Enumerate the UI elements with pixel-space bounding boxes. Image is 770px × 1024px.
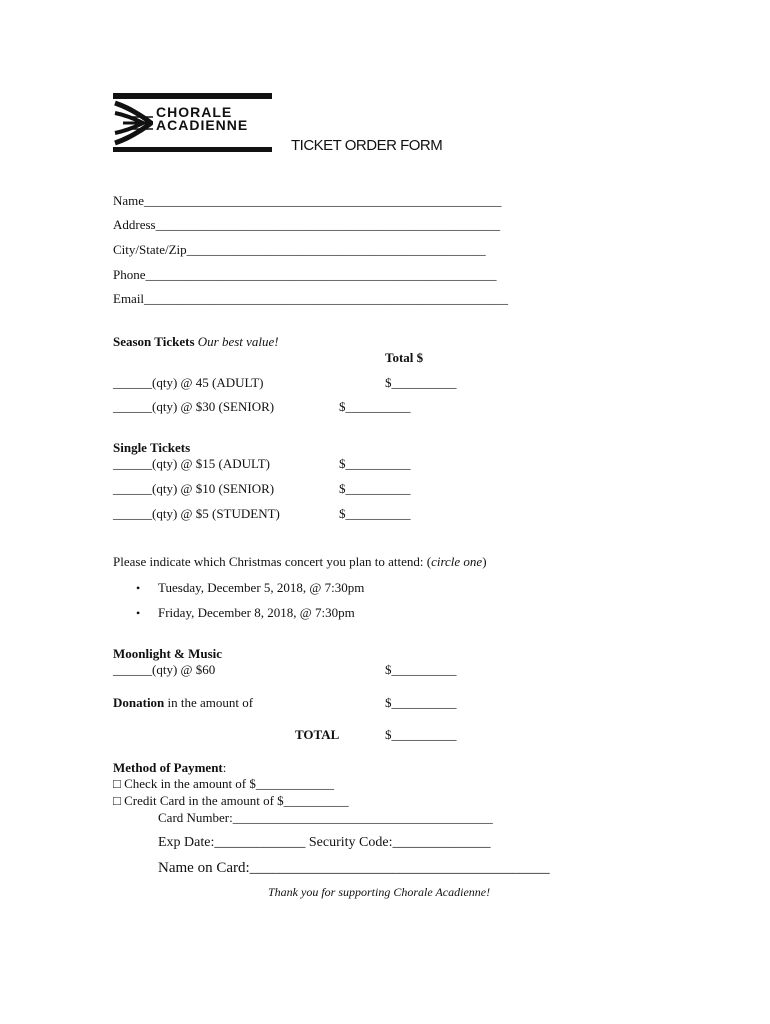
payment-heading [113,760,226,776]
name-field[interactable]: Name_______________________________________________________ [113,193,502,208]
single-student-qty[interactable]: ______(qty) @ $5 (STUDENT) [113,506,280,521]
logo-top-rule [113,93,272,99]
season-adult-qty[interactable]: ______(qty) @ 45 (ADULT) [113,375,264,390]
concert-prompt-start: Please indicate which Christmas concert you plan to attend: ( [113,554,432,569]
bullet-icon: • [136,606,141,620]
moonlight-heading: Moonlight & Music [113,646,223,661]
payment-heading-colon: : [222,760,227,775]
moonlight-qty[interactable]: ______(qty) @ $60 [113,662,216,677]
single-student-total[interactable]: $__________ [339,506,411,521]
donation-label [113,695,253,711]
season-senior-qty[interactable]: ______(qty) @ $30 (SENIOR) [113,399,275,414]
donation-rest: in the amount of [164,695,254,710]
check-option[interactable]: □ Check in the amount of $____________ [113,776,334,791]
exp-security-fields[interactable]: Exp Date:_____________ Security Code:______________ [158,835,491,850]
season-senior-total[interactable]: $__________ [339,399,411,414]
city-state-zip-field[interactable]: City/State/Zip______________________________________________ [113,242,486,257]
phone-field[interactable]: Phone______________________________________________________ [113,267,497,282]
single-tickets-heading: Single Tickets [113,440,191,455]
total-column-header: Total $ [385,350,424,365]
season-adult-total[interactable]: $__________ [385,375,457,390]
payment-heading-text: Method of Payment [113,760,223,775]
concert-prompt-end: ) [482,554,487,569]
single-senior-qty[interactable]: ______(qty) @ $10 (SENIOR) [113,481,275,496]
thank-you-note: Thank you for supporting Chorale Acadienne! [268,885,491,899]
address-field[interactable]: Address_____________________________________________________ [113,217,501,232]
season-heading: Season Tickets [113,334,195,349]
bullet-icon: • [136,581,141,595]
concert-prompt-italic: circle one [431,554,483,569]
season-tickets-heading [113,334,279,350]
season-tagline: Our best value! [197,334,279,349]
concert-prompt [113,554,487,570]
name-on-card-field[interactable]: Name on Card:________________________________________ [158,860,550,876]
grand-total-value[interactable]: $__________ [385,727,457,742]
donation-total[interactable]: $__________ [385,695,457,710]
single-senior-total[interactable]: $__________ [339,481,411,496]
logo-line-2: ACADIENNE [156,117,249,133]
email-field[interactable]: Email________________________________________________________ [113,291,509,306]
logo-wordmark [156,106,248,132]
logo-bottom-rule [113,147,272,152]
donation-bold: Donation [113,695,165,710]
grand-total-label: TOTAL [295,727,340,742]
single-adult-total[interactable]: $__________ [339,456,411,471]
single-adult-qty[interactable]: ______(qty) @ $15 (ADULT) [113,456,271,471]
card-number-field[interactable]: Card Number:________________________________________ [158,810,493,825]
logo-emblem-icon [113,93,153,153]
credit-card-option[interactable]: □ Credit Card in the amount of $__________ [113,793,349,808]
moonlight-total[interactable]: $__________ [385,662,457,677]
concert-option-tuesday[interactable]: Tuesday, December 5, 2018, @ 7:30pm [158,580,365,595]
concert-option-friday[interactable]: Friday, December 8, 2018, @ 7:30pm [158,605,355,620]
logo-line-1: CHORALE [156,104,233,120]
form-title: TICKET ORDER FORM [291,137,443,154]
